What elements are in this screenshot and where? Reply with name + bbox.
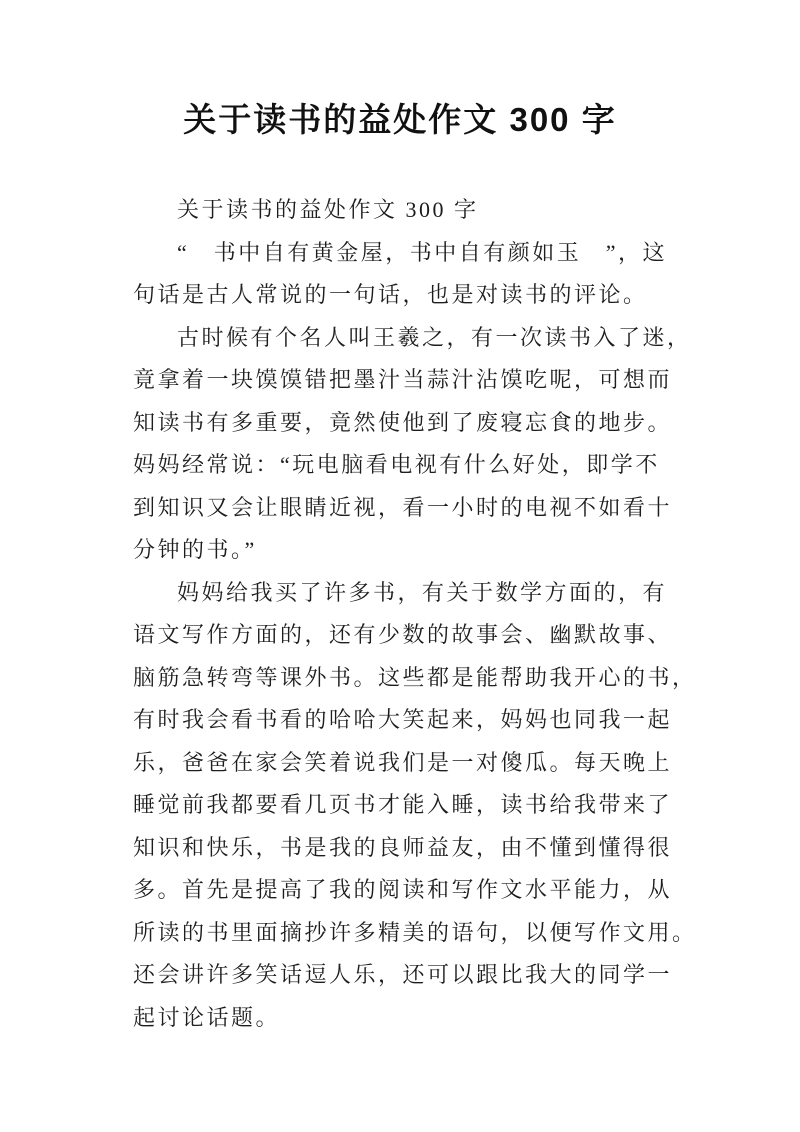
- text-line: 语文写作方面的，还有少数的故事会、幽默故事、: [133, 622, 673, 647]
- text-line: 乐，爸爸在家会笑着说我们是一对傻瓜。每天晚上: [133, 749, 673, 775]
- paragraph: [133, 317, 698, 572]
- text-line: 竟拿着一块馍馍错把墨汁当蒜汁沾馍吃呢，可想而: [133, 367, 673, 392]
- text-line: 脑筋急转弯等课外书。这些都是能帮助我开心的书，: [133, 664, 697, 690]
- text-line: 有时我会看书看的哈哈大笑起来，妈妈也同我一起: [133, 707, 673, 732]
- text-line: 句话是古人常说的一句话，也是对读书的评论。: [133, 282, 648, 307]
- text-line: 分钟的书。”: [133, 537, 257, 562]
- text-line: 所读的书里面摘抄许多精美的语句，以便写作文用。: [133, 919, 697, 945]
- text-line: 妈妈给我买了许多书，有关于数学方面的，有: [177, 579, 668, 605]
- text-line: “ 书中自有黄金屋，书中自有颜如玉 ”，这: [177, 239, 668, 265]
- text-line: 知识和快乐，书是我的良师益友，由不懂到懂得很: [133, 834, 673, 860]
- text-line: 多。首先是提高了我的阅读和写作文水平能力，从: [133, 877, 673, 902]
- document-title: 关于读书的益处作文 300 字: [183, 101, 617, 138]
- paragraph: [133, 572, 698, 1040]
- text-line: 还会讲许多笑话逗人乐，还可以跟比我大的同学一: [133, 962, 673, 987]
- text-line: 到知识又会让眼睛近视，看一小时的电视不如看十: [133, 494, 673, 520]
- text-line: 知读书有多重要，竟然使他到了废寝忘食的地步。: [133, 409, 673, 435]
- paragraph: [133, 232, 698, 317]
- text-line: 关于读书的益处作文 300 字: [177, 197, 479, 222]
- text-line: 睡觉前我都要看几页书才能入睡，读书给我带来了: [133, 792, 673, 817]
- text-line: 妈妈经常说：“玩电脑看电视有什么好处，即学不: [133, 452, 660, 477]
- paragraph: [133, 189, 698, 232]
- text-line: 起讨论话题。: [133, 1004, 281, 1030]
- document-body: [133, 189, 698, 1039]
- text-line: 古时候有个名人叫王羲之，有一次读书入了迷，: [177, 324, 692, 350]
